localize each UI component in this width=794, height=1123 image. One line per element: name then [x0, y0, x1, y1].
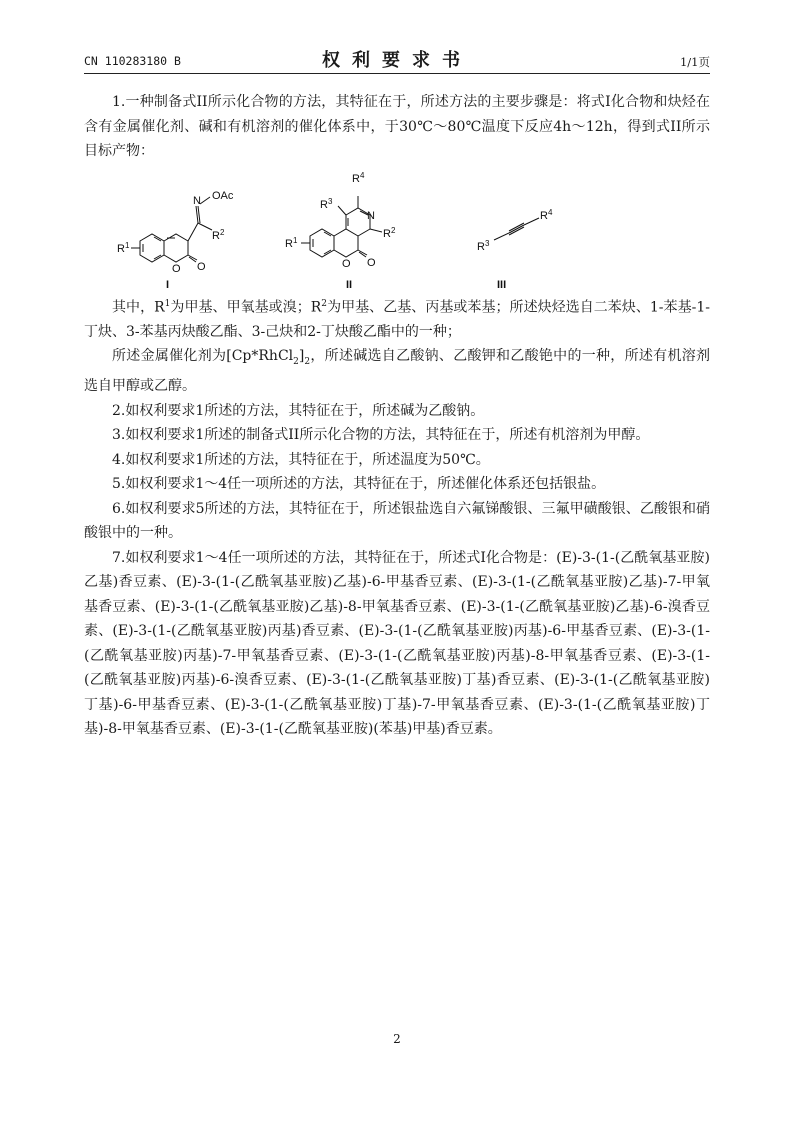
- compound-III-r4: R: [540, 209, 548, 222]
- svg-text:R1: [117, 241, 130, 255]
- claim-1-catalyst: [84, 344, 710, 399]
- compound-II-structure: [301, 196, 382, 257]
- compound-I-oac: OAc: [212, 189, 234, 202]
- compound-I-n: N: [193, 194, 201, 207]
- svg-text:R2: [212, 228, 225, 242]
- svg-text:R2: [383, 226, 396, 240]
- compound-III-structure: [494, 218, 539, 240]
- dimer-subscript: 2: [304, 356, 311, 367]
- claim-1-cat-a: 所述金属催化剂为[Cp*RhCl: [112, 348, 294, 365]
- claim-1-sub-a: 其中，R: [112, 299, 165, 316]
- claim-1-intro: 1.一种制备式II所示化合物的方法，其特征在于，所述方法的主要步骤是：将式I化合物和炔烃在含有金属催化剂、碱和有机溶剂的催化体系中，于30℃～80℃温度下反应4h～12h，得到式II所示目标产物：: [84, 94, 710, 159]
- compound-III-r3-sup: 3: [484, 238, 490, 248]
- compound-I-r2-sup: 2: [219, 227, 225, 237]
- claim-4: 4.如权利要求1所述的方法，其特征在于，所述温度为50℃。: [112, 451, 490, 468]
- page-info: 1/1页: [679, 55, 710, 69]
- header-rule: [84, 73, 710, 74]
- page-header: [84, 46, 710, 74]
- compound-II-r4-sup: 4: [359, 170, 365, 180]
- compound-II-r2: R: [383, 227, 391, 240]
- compound-II-r2-sup: 2: [390, 225, 396, 235]
- compound-I-label: I: [166, 278, 170, 290]
- svg-text:R3: [477, 239, 490, 253]
- compound-II-r3-sup: 3: [327, 196, 333, 206]
- claim-3: 3.如权利要求1所述的制备式II所示化合物的方法，其特征在于，所述有机溶剂为甲醇。: [112, 427, 650, 444]
- compound-II-ring-o: O: [342, 257, 351, 270]
- compound-II-label: II: [346, 278, 353, 290]
- claim-1-sub-c: 为甲基、乙基、丙基或苯基；所述炔烃选自二苯炔、1-苯基-1-丁炔、3-苯基丙炔酸乙酯、3-己炔和2-丁炔酸乙酯中的一种；: [84, 299, 710, 340]
- svg-text:R1: [285, 236, 298, 250]
- compound-II-r3: R: [320, 198, 328, 211]
- compound-III-r3: R: [477, 240, 485, 253]
- compound-II-carbonyl-o: O: [367, 256, 376, 269]
- svg-text:R4: [352, 171, 365, 185]
- claim-2: 2.如权利要求1所述的方法，其特征在于，所述碱为乙酸钠。: [112, 402, 485, 419]
- patent-number: CN 110283180 B: [84, 54, 181, 68]
- claim-1-cat-b: ]: [298, 348, 305, 365]
- compound-III-label: III: [497, 278, 507, 290]
- claim-1-substituents: [84, 292, 710, 345]
- claim-6: 6.如权利要求5所述的方法，其特征在于，所述银盐选自六氟锑酸银、三氟甲磺酸银、乙酸银和硝酸银中的一种。: [84, 500, 710, 542]
- svg-text:R3: [320, 197, 333, 211]
- claims-body: [84, 90, 710, 742]
- claim-5: 5.如权利要求1～4任一项所述的方法，其特征在于，所述催化体系还包括银盐。: [112, 476, 606, 493]
- r2-superscript: 2: [321, 298, 328, 309]
- compound-II-r1-sup: 1: [292, 235, 298, 245]
- compound-II-r4: R: [352, 172, 360, 185]
- compound-II-r1: R: [285, 237, 293, 250]
- claim-7: 7.如权利要求1～4任一项所述的方法，其特征在于，所述式I化合物是：(E)-3-(1-(乙酰氧基亚胺)乙基)香豆素、(E)-3-(1-(乙酰氧基亚胺)乙基)-6-甲基香豆素、(E)-3-(1-(乙酰氧基亚胺)乙基)-7-甲氧基香豆素、(E)-3-(1-(乙酰氧基亚胺)乙基)-8-甲氧基香豆素、(E)-3-(1-(乙酰氧基亚胺)乙基)-6-溴香豆素、(E)-3-(1-(乙酰氧基亚胺)丙基)香豆素、(E)-3-(1-(乙酰氧基亚胺)丙基)-6-甲基香豆素、(E)-3-(1-(乙酰氧基亚胺)丙基)-7-甲氧基香豆素、(E)-3-(1-(乙酰氧基亚胺)丙基)-8-甲氧基香豆素、(E)-3-(1-(乙酰氧基亚胺)丙基)-6-溴香豆素、(E)-3-(1-(乙酰氧基亚胺)丁基)香豆素、(E)-3-(1-(乙酰氧基亚胺)丁基)-6-甲基香豆素、(E)-3-(1-(乙酰氧基亚胺)丁基)-7-甲氧基香豆素、(E)-3-(1-(乙酰氧基亚胺)丁基)-8-甲氧基香豆素、(E)-3-(1-(乙酰氧基亚胺)(苯基)甲基)香豆素。: [84, 549, 710, 738]
- compound-I-r1: R: [117, 242, 125, 255]
- reaction-scheme: [84, 166, 710, 290]
- claim-1-cat-c: ，所述碱选自乙酸钠、乙酸钾和乙酸铯中的一种，所述有机溶剂选自甲醇或乙醇。: [84, 348, 711, 395]
- cl-subscript: 2: [293, 356, 299, 367]
- compound-III-r4-sup: 4: [547, 207, 553, 217]
- compound-I-ring-o: O: [172, 262, 181, 275]
- svg-text:R4: [540, 208, 553, 222]
- page-number: 2: [393, 1032, 401, 1046]
- compound-I-r1-sup: 1: [124, 240, 130, 250]
- compound-I-carbonyl-o: O: [197, 260, 206, 273]
- compound-I-r2: R: [212, 229, 220, 242]
- r1-superscript: 1: [164, 298, 171, 309]
- claim-1-sub-b: 为甲基、甲氧基或溴；R: [170, 299, 322, 316]
- document-title: 权利要求书: [322, 50, 472, 71]
- compound-II-n: N: [367, 209, 375, 222]
- chemical-structures-figure: [84, 166, 710, 290]
